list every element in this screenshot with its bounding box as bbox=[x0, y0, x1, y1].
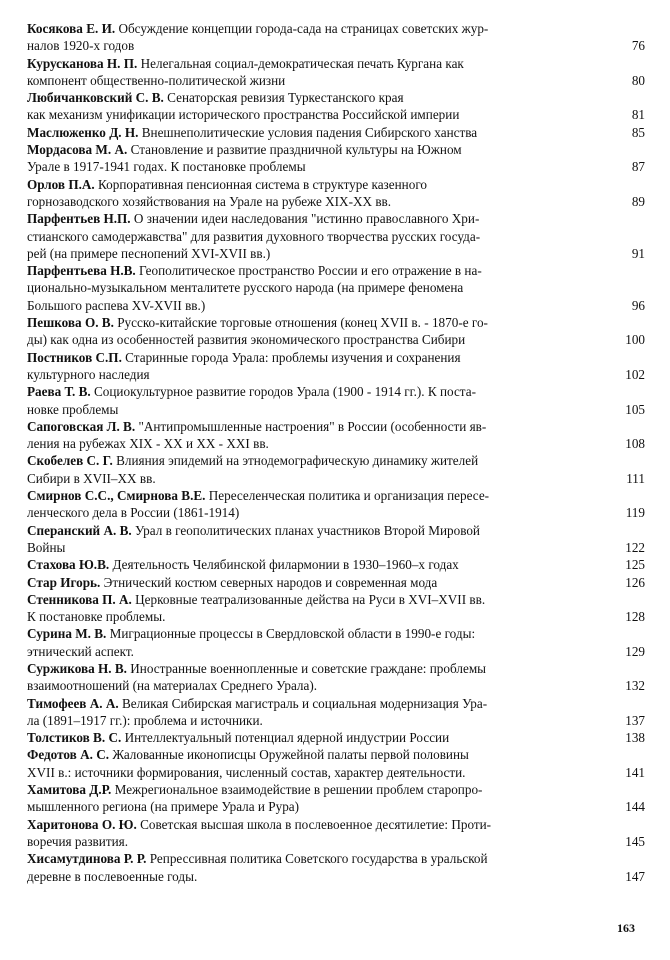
toc-entry bbox=[27, 625, 645, 660]
entry-author: Пешкова О. В. bbox=[27, 315, 114, 331]
entry-line bbox=[27, 816, 573, 833]
toc-entry bbox=[27, 349, 645, 384]
entry-author: Тимофеев А. А. bbox=[27, 695, 119, 711]
entry-text bbox=[27, 349, 573, 384]
entry-title-line: Урале в 1917-1941 годах. К постановке проблемы bbox=[27, 159, 306, 175]
entry-text bbox=[27, 746, 573, 781]
entry-author: Раева Т. В. bbox=[27, 384, 91, 400]
toc-entry bbox=[27, 746, 645, 781]
entry-author: Косякова Е. И. bbox=[27, 21, 116, 36]
entry-line bbox=[27, 176, 573, 193]
entry-title-line: Советская высшая школа в послевоенное десятилетие: Проти- bbox=[140, 816, 492, 832]
entry-text bbox=[27, 660, 573, 695]
entry-page-number: 80 bbox=[631, 72, 645, 88]
entry-title-line: Войны bbox=[27, 539, 66, 555]
entry-title-line: К постановке проблемы. bbox=[27, 609, 166, 625]
entry-text bbox=[27, 781, 573, 816]
entry-author: Стар Игорь. bbox=[27, 574, 101, 590]
entry-title-line: этнический аспект. bbox=[27, 643, 134, 659]
entry-author: Скобелев С. Г. bbox=[27, 453, 113, 469]
entry-line bbox=[27, 833, 573, 850]
entry-title-line: компонент общественно-политической жизни bbox=[27, 72, 286, 88]
entry-line bbox=[27, 158, 573, 175]
entry-title-line: Становление и развитие праздничной культуры на Южном bbox=[130, 142, 462, 158]
entry-text bbox=[27, 556, 573, 573]
entry-title-line: Урал в геополитических планах участников Второй Мировой bbox=[134, 522, 480, 538]
toc-entry bbox=[27, 660, 645, 695]
entry-author: Федотов А. С. bbox=[27, 747, 110, 763]
entry-line bbox=[27, 660, 573, 677]
entry-title-line: Репрессивная политика Советского государства в уральской bbox=[149, 851, 488, 867]
entry-author: Маслюженко Д. Н. bbox=[27, 124, 139, 140]
entry-title-line: ционально-музыкальном менталитете русского народа (на примере феномена bbox=[27, 280, 464, 296]
entry-text bbox=[27, 452, 573, 487]
entry-line bbox=[27, 124, 573, 141]
entry-line bbox=[27, 781, 573, 798]
entry-title-line: Социокультурное развитие городов Урала (1900 - 1914 гг.). К поста- bbox=[93, 384, 476, 400]
entry-title-line: Нелегальная социал-демократическая печать Кургана как bbox=[140, 55, 464, 71]
toc-entry bbox=[27, 418, 645, 453]
toc-entry bbox=[27, 383, 645, 418]
entry-author: Сперанский А. В. bbox=[27, 522, 132, 538]
toc-entry bbox=[27, 850, 645, 885]
toc-entry bbox=[27, 591, 645, 626]
entry-title-line: Этнический костюм северных народов и современная мода bbox=[103, 574, 438, 590]
entry-line bbox=[27, 643, 573, 660]
entry-title-line: Корпоративная пенсионная система в структуре казенного bbox=[98, 176, 428, 192]
entry-title-line: Межрегиональное взаимодействие в решении проблем старопро- bbox=[114, 782, 483, 798]
entry-author: Стахова Ю.В. bbox=[27, 557, 110, 573]
entry-title-line: Великая Сибирская магистраль и социальная модернизация Ура- bbox=[121, 695, 488, 711]
entry-text bbox=[27, 124, 573, 141]
entry-page-number: 119 bbox=[625, 505, 645, 521]
entry-text bbox=[27, 383, 573, 418]
entry-page-number: 138 bbox=[625, 730, 645, 746]
entry-text bbox=[27, 89, 573, 124]
entry-line bbox=[27, 210, 573, 227]
entry-text bbox=[27, 418, 573, 453]
entry-page-number: 102 bbox=[625, 366, 645, 382]
entry-author: Сапоговская Л. В. bbox=[27, 418, 136, 434]
entry-author: Орлов П.А. bbox=[27, 176, 95, 192]
entry-line bbox=[27, 366, 573, 383]
entry-line bbox=[27, 262, 573, 279]
entry-line bbox=[27, 625, 573, 642]
entry-title-line: Иностранные военнопленные и советские граждане: проблемы bbox=[130, 660, 487, 676]
entry-title-line: как механизм унификации исторического пространства Российской империи bbox=[27, 107, 460, 123]
toc-entry bbox=[27, 729, 645, 746]
entry-page-number: 100 bbox=[625, 332, 645, 348]
entry-text bbox=[27, 850, 573, 885]
entry-page-number: 126 bbox=[625, 574, 645, 590]
toc-entry bbox=[27, 124, 645, 141]
entry-line bbox=[27, 401, 573, 418]
entry-text bbox=[27, 522, 573, 557]
table-of-contents bbox=[27, 20, 645, 885]
entry-author: Хамитова Д.Р. bbox=[27, 782, 112, 798]
entry-title-line: деревне в послевоенные годы. bbox=[27, 868, 198, 884]
entry-title-line: Старинные города Урала: проблемы изучения и сохранения bbox=[125, 349, 461, 365]
entry-author: Толстиков В. С. bbox=[27, 730, 122, 746]
entry-line bbox=[27, 522, 573, 539]
entry-title-line: Жалованные иконописцы Оружейной палаты первой половины bbox=[112, 747, 469, 763]
entry-title-line: "Антипромышленные настроения" в России (особенности яв- bbox=[138, 418, 487, 434]
entry-line bbox=[27, 712, 573, 729]
entry-text bbox=[27, 625, 573, 660]
entry-title-line: Миграционные процессы в Свердловской области в 1990-е годы: bbox=[109, 626, 476, 642]
entry-title-line: Переселенческая политика и организация пересе- bbox=[208, 488, 490, 504]
entry-page-number: 145 bbox=[625, 833, 645, 849]
entry-text bbox=[27, 487, 573, 522]
entry-line bbox=[27, 349, 573, 366]
entry-author: Смирнов С.С., Смирнова В.Е. bbox=[27, 488, 206, 504]
toc-entry bbox=[27, 89, 645, 124]
entry-page-number: 128 bbox=[625, 609, 645, 625]
entry-line bbox=[27, 245, 573, 262]
entry-page-number: 87 bbox=[631, 159, 645, 175]
entry-page-number: 129 bbox=[625, 643, 645, 659]
entry-author: Любичанковский С. В. bbox=[27, 90, 164, 106]
entry-page-number: 137 bbox=[625, 712, 645, 728]
entry-line bbox=[27, 383, 573, 400]
entry-page-number: 141 bbox=[625, 764, 645, 780]
entry-text bbox=[27, 210, 573, 262]
entry-author: Мордасова М. А. bbox=[27, 142, 128, 158]
entry-title-line: Влияния эпидемий на этнодемографическую динамику жителей bbox=[116, 453, 479, 469]
entry-page-number: 76 bbox=[631, 38, 645, 54]
toc-entry bbox=[27, 141, 645, 176]
entry-page-number: 89 bbox=[631, 193, 645, 209]
entry-title-line: культурного наследия bbox=[27, 366, 150, 382]
entry-title-line: Русско-китайские торговые отношения (конец XVII в. - 1870-е го- bbox=[117, 315, 488, 331]
entry-line bbox=[27, 868, 573, 885]
entry-line bbox=[27, 470, 573, 487]
entry-author: Постников С.П. bbox=[27, 349, 122, 365]
entry-title-line: Внешнеполитические условия падения Сибирского ханства bbox=[141, 124, 478, 140]
entry-text bbox=[27, 176, 573, 211]
entry-author: Парфентьев Н.П. bbox=[27, 211, 131, 227]
entry-line bbox=[27, 37, 573, 54]
entry-title-line: Деятельность Челябинской филармонии в 1930–1960–х годах bbox=[112, 557, 459, 573]
entry-title-line: рей (на примере песнопений XVI-XVII вв.) bbox=[27, 245, 271, 261]
page-number: 163 bbox=[617, 921, 635, 935]
entry-title-line: налов 1920-х годов bbox=[27, 38, 135, 54]
entry-line bbox=[27, 746, 573, 763]
entry-line bbox=[27, 418, 573, 435]
entry-line bbox=[27, 228, 573, 245]
toc-entry bbox=[27, 210, 645, 262]
entry-line bbox=[27, 764, 573, 781]
entry-title-line: Обсуждение концепции города-сада на страницах советских жур- bbox=[118, 21, 489, 36]
entry-page-number: 81 bbox=[631, 107, 645, 123]
toc-entry bbox=[27, 314, 645, 349]
entry-line bbox=[27, 556, 573, 573]
entry-line bbox=[27, 608, 573, 625]
entry-text bbox=[27, 574, 573, 591]
entry-line bbox=[27, 729, 573, 746]
entry-page-number: 85 bbox=[631, 124, 645, 140]
toc-entry bbox=[27, 574, 645, 591]
entry-page-number: 105 bbox=[625, 401, 645, 417]
entry-line bbox=[27, 106, 573, 123]
entry-line bbox=[27, 89, 573, 106]
entry-title-line: Геополитическое пространство России и его отражение в на- bbox=[139, 263, 482, 279]
entry-line bbox=[27, 452, 573, 469]
entry-line bbox=[27, 20, 573, 37]
entry-line bbox=[27, 297, 573, 314]
entry-author: Хисамутдинова Р. Р. bbox=[27, 851, 147, 867]
toc-entry bbox=[27, 20, 645, 55]
entry-text bbox=[27, 314, 573, 349]
entry-author: Харитонова О. Ю. bbox=[27, 816, 137, 832]
entry-title-line: ла (1891–1917 гг.): проблема и источники. bbox=[27, 712, 263, 728]
entry-page-number: 144 bbox=[625, 799, 645, 815]
entry-line bbox=[27, 504, 573, 521]
entry-line bbox=[27, 55, 573, 72]
toc-entry bbox=[27, 522, 645, 557]
entry-page-number: 122 bbox=[625, 539, 645, 555]
entry-text bbox=[27, 20, 573, 55]
toc-entry bbox=[27, 452, 645, 487]
entry-line bbox=[27, 141, 573, 158]
toc-entry bbox=[27, 816, 645, 851]
entry-line bbox=[27, 539, 573, 556]
entry-title-line: О значении идеи наследования "истинно православного Хри- bbox=[133, 211, 480, 227]
entry-text bbox=[27, 55, 573, 90]
entry-title-line: стианского самодержавства" для развития духовного творчества русских госуда- bbox=[27, 228, 481, 244]
entry-title-line: Большого распева XV-XVII вв.) bbox=[27, 297, 206, 313]
toc-entry bbox=[27, 695, 645, 730]
entry-title-line: ленческого дела в России (1861-1914) bbox=[27, 505, 240, 521]
toc-entry bbox=[27, 55, 645, 90]
entry-author: Суржикова Н. В. bbox=[27, 660, 127, 676]
toc-entry bbox=[27, 176, 645, 211]
entry-title-line: мышленного региона (на примере Урала и Рура) bbox=[27, 799, 300, 815]
entry-title-line: воречия развития. bbox=[27, 833, 129, 849]
entry-text bbox=[27, 729, 573, 746]
entry-line bbox=[27, 677, 573, 694]
entry-page-number: 132 bbox=[625, 678, 645, 694]
entry-line bbox=[27, 279, 573, 296]
entry-page-number: 96 bbox=[631, 297, 645, 313]
entry-title-line: Сенаторская ревизия Туркестанского края bbox=[167, 90, 404, 106]
entry-text bbox=[27, 141, 573, 176]
entry-line bbox=[27, 435, 573, 452]
entry-text bbox=[27, 262, 573, 314]
entry-line bbox=[27, 850, 573, 867]
entry-text bbox=[27, 695, 573, 730]
entry-author: Стенникова П. А. bbox=[27, 591, 132, 607]
entry-line bbox=[27, 574, 573, 591]
entry-line bbox=[27, 72, 573, 89]
entry-author: Сурина М. В. bbox=[27, 626, 107, 642]
entry-title-line: ды) как одна из особенностей развития экономического пространства Сибири bbox=[27, 332, 466, 348]
toc-entry bbox=[27, 556, 645, 573]
entry-line bbox=[27, 487, 573, 504]
entry-title-line: Сибири в XVII–XX вв. bbox=[27, 470, 156, 486]
entry-page-number: 125 bbox=[625, 557, 645, 573]
entry-title-line: ления на рубежах XIX - XX и XX - XXI вв. bbox=[27, 436, 269, 452]
entry-page-number: 108 bbox=[625, 436, 645, 452]
entry-line bbox=[27, 591, 573, 608]
entry-author: Курусканова Н. П. bbox=[27, 55, 138, 71]
toc-entry bbox=[27, 781, 645, 816]
entry-title-line: Интеллектуальный потенциал ядерной индустрии России bbox=[124, 730, 450, 746]
entry-author: Парфентьева Н.В. bbox=[27, 263, 136, 279]
entry-title-line: XVII в.: источники формирования, численный состав, характер деятельности. bbox=[27, 764, 466, 780]
entry-line bbox=[27, 331, 573, 348]
entry-text bbox=[27, 591, 573, 626]
toc-entry bbox=[27, 262, 645, 314]
entry-page-number: 147 bbox=[625, 868, 645, 884]
entry-line bbox=[27, 798, 573, 815]
entry-title-line: новке проблемы bbox=[27, 401, 119, 417]
entry-title-line: горнозаводского хозяйствования на Урале на рубеже XIX-XX вв. bbox=[27, 193, 392, 209]
entry-title-line: Церковные театрализованные действа на Руси в XVI–XVII вв. bbox=[135, 591, 486, 607]
entry-text bbox=[27, 816, 573, 851]
toc-entry bbox=[27, 487, 645, 522]
entry-title-line: взаимоотношений (на материалах Среднего Урала). bbox=[27, 678, 318, 694]
entry-line bbox=[27, 193, 573, 210]
entry-page-number: 111 bbox=[626, 470, 645, 486]
entry-line bbox=[27, 695, 573, 712]
entry-page-number: 91 bbox=[631, 245, 645, 261]
entry-line bbox=[27, 314, 573, 331]
